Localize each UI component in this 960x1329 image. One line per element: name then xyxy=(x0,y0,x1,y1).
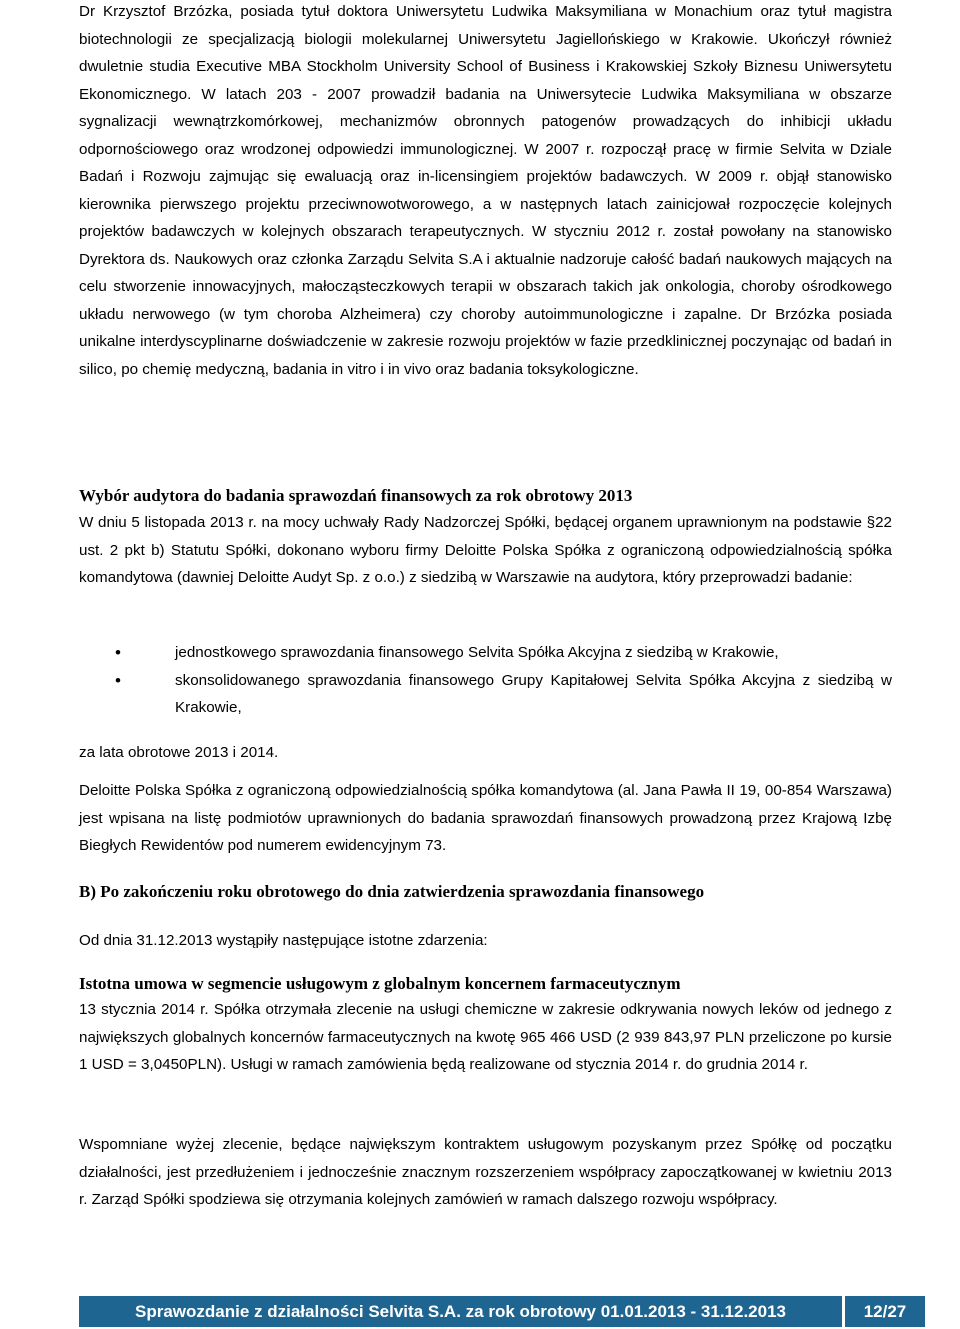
auditor-bullet-list xyxy=(79,639,892,722)
list-item: • skonsolidowanego sprawozdania finansowego Grupy Kapitałowej Selvita Spółka Akcyjna z siedzibą w Krakowie, xyxy=(79,667,892,722)
contract-paragraph: 13 stycznia 2014 r. Spółka otrzymała zlecenie na usługi chemiczne w zakresie odkrywania nowych leków od jednego z największych globalnych koncernów farmaceutycznych na kwotę 965 466 USD (2 939 843,97 PLN przeliczone po kursie 1 USD = 3,0450PLN). Usługi w ramach zamówienia będą realizowane od stycznia 2014 r. do grudnia 2014 r. xyxy=(79,1001,892,1073)
events-intro: Od dnia 31.12.2013 wystąpiły następujące istotne zdarzenia: xyxy=(79,932,488,949)
audit-years-line: za lata obrotowe 2013 i 2014. xyxy=(79,744,279,761)
bio-paragraph: Dr Krzysztof Brzózka, posiada tytuł doktora Uniwersytetu Ludwika Maksymiliana w Monachium oraz tytuł magistra biotechnologii ze specjalizacją biologii molekularnej Uniwersytetu Jagiellońskiego w Krakowie. Ukończył również dwuletnie studia Executive MBA Stockholm University School of Business i Krakowskiej Szkoły Biznesu Uniwersytetu Ekonomicznego. W latach 203 - 2007 prowadził badania na Uniwersytecie Ludwika Maksymiliana w obszarze sygnalizacji wewnątrzkomórkowej, mechanizmów obronnych patogenów prowadzących do inhibicji układu odpornościowego oraz wrodzonej odpowiedzi immunologicznej. W 2007 r. rozpoczął pracę w firmie Selvita w Dziale Badań i Rozwoju zajmując się ewaluacją oraz in-licensingiem projektów badawczych. W 2009 r. objął stanowisko kierownika pierwszego projektu przeciwnowotworowego, a w następnych latach zainicjował rozpoczęcie kolejnych projektów badawczych w kolejnych obszarach terapeutycznych. W styczniu 2012 r. został powołany na stanowisko Dyrektora ds. Naukowych oraz członka Zarządu Selvita S.A i aktualnie nadzoruje całość badań naukowych mających na celu stworzenie innowacyjnych, małocząsteczkowych terapii w obszarach takich jak onkologia, choroby ośrodkowego układu nerwowego (w tym choroba Alzheimera) czy choroby autoimmunologiczne i zapalne. Dr Brzózka posiada unikalne interdyscyplinarne doświadczenie w zakresie rozwoju projektów w fazie przedklinicznej poczynając od badań in silico, po chemię medyczną, badania in vitro i in vivo oraz badania toksykologiczne. xyxy=(79,3,892,378)
auditor-section-heading: Wybór audytora do badania sprawozdań finansowych za rok obrotowy 2013 xyxy=(79,486,633,505)
list-item: • jednostkowego sprawozdania finansowego Selvita Spółka Akcyjna z siedzibą w Krakowie, xyxy=(79,639,892,667)
cooperation-paragraph: Wspomniane wyżej zlecenie, będące największym kontraktem usługowym pozyskanym przez Spółkę od początku działalności, jest przedłużeniem i jednocześnie znacznym rozszerzeniem współpracy zapoczątkowanej w kwietniu 2013 r. Zarząd Spółki spodziewa się otrzymania kolejnych zamówień w ramach dalszego rozwoju współpracy. xyxy=(79,1136,892,1208)
footer-title: Sprawozdanie z działalności Selvita S.A. za rok obrotowy 01.01.2013 - 31.12.2013 xyxy=(79,1296,842,1327)
events-section-heading: B) Po zakończeniu roku obrotowego do dnia zatwierdzenia sprawozdania finansowego xyxy=(79,882,705,901)
auditor-paragraph: W dniu 5 listopada 2013 r. na mocy uchwały Rady Nadzorczej Spółki, będącej organem uprawnionym na podstawie §22 ust. 2 pkt b) Statutu Spółki, dokonano wyboru firmy Deloitte Polska Spółka z ograniczoną odpowiedzialnością spółka komandytowa (dawniej Deloitte Audyt Sp. z o.o.) z siedzibą w Warszawie na audytora, który przeprowadzi badanie: xyxy=(79,514,892,586)
deloitte-paragraph: Deloitte Polska Spółka z ograniczoną odpowiedzialnością spółka komandytowa (al. Jana Pawła II 19, 00-854 Warszawa) jest wpisana na listę podmiotów uprawnionych do badania sprawozdań finansowych prowadzoną przez Krajową Izbę Biegłych Rewidentów pod numerem ewidencyjnym 73. xyxy=(79,782,892,854)
contract-subheading: Istotna umowa w segmencie usługowym z globalnym koncernem farmaceutycznym xyxy=(79,974,681,993)
page-number: 12/27 xyxy=(845,1296,925,1327)
page-footer xyxy=(79,1296,925,1327)
